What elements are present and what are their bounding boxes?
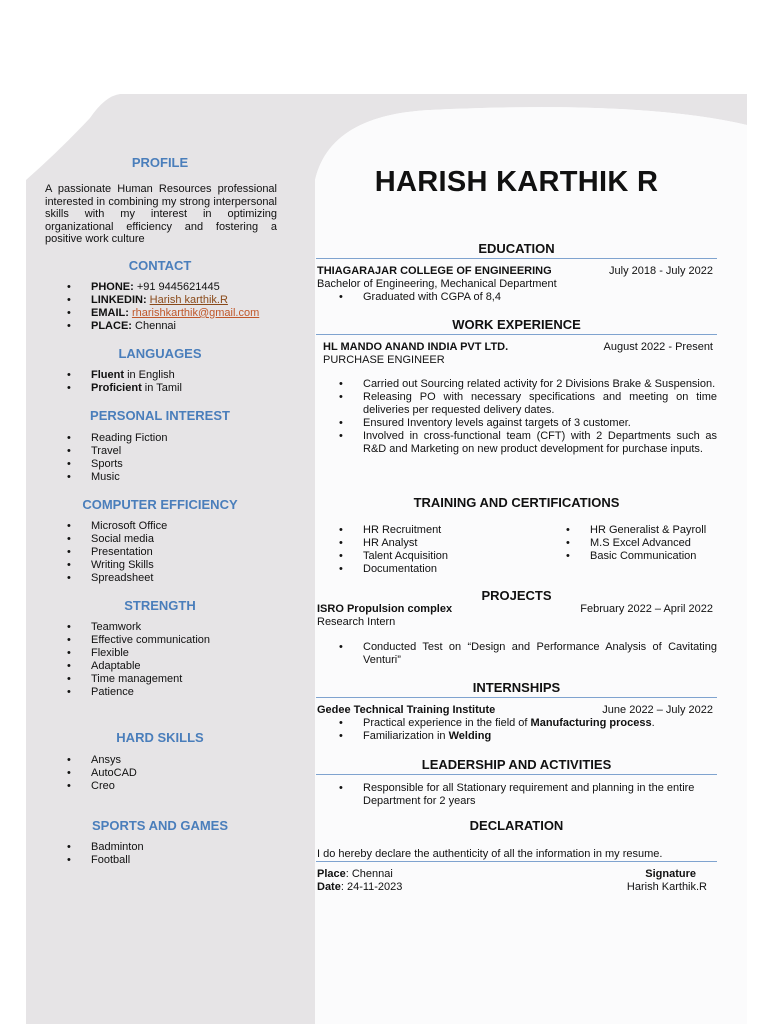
declaration-text: I do hereby declare the authenticity of all the information in my resume. [317, 848, 663, 860]
work-dates: August 2022 - Present [603, 341, 713, 353]
strength-item: • Patience [67, 686, 287, 699]
computer-item: • Spreadsheet [67, 572, 287, 585]
signature-name: Harish Karthik.R [626, 881, 707, 893]
training-item: • Basic Communication [566, 550, 726, 563]
contact-heading: CONTACT [128, 258, 192, 273]
leadership-heading: LEADERSHIP AND ACTIVITIES [421, 757, 612, 772]
degree: Bachelor of Engineering, Mechanical Department [317, 278, 557, 290]
strength-list [67, 621, 287, 698]
interest-heading: PERSONAL INTEREST [90, 408, 230, 423]
declaration-heading: DECLARATION [469, 818, 564, 833]
job-role: PURCHASE ENGINEER [323, 354, 445, 366]
training-item: • HR Generalist & Payroll [566, 524, 726, 537]
internship-bullets [317, 717, 717, 743]
training-list-right [566, 524, 726, 563]
languages-heading: LANGUAGES [118, 346, 202, 361]
training-item: • M.S Excel Advanced [566, 537, 726, 550]
contact-email: • EMAIL: rharishkarthik@gmail.com [67, 307, 287, 320]
contact-linkedin: • LINKEDIN: Harish karthik.R [67, 294, 287, 307]
interest-item: • Travel [67, 445, 287, 458]
sport-item: • Badminton [67, 841, 287, 854]
linkedin-link[interactable]: Harish karthik.R [149, 293, 228, 306]
computer-heading: COMPUTER EFFICIENCY [82, 497, 238, 512]
strength-item: • Effective communication [67, 634, 287, 647]
project-dates: February 2022 – April 2022 [580, 603, 713, 615]
interest-item: • Sports [67, 458, 287, 471]
work-bullet: • Carried out Sourcing related activity for 2 Divisions Brake & Suspension. [317, 378, 717, 391]
work-bullets [317, 378, 717, 455]
strength-item: • Time management [67, 673, 287, 686]
leadership-bullet: • Responsible for all Stationary requirement and planning in the entire Department for 2 years [317, 782, 717, 808]
hard-skill-item: • Creo [67, 780, 287, 793]
project-bullet: • Conducted Test on “Design and Performance Analysis of Cavitating Venturi” [317, 641, 717, 667]
internships-rule [316, 697, 717, 698]
hard-skills-list [67, 754, 287, 793]
internship-name: Gedee Technical Training Institute [317, 704, 496, 716]
education-rule [316, 258, 717, 259]
contact-list [67, 281, 287, 333]
school-name: THIAGARAJAR COLLEGE OF ENGINEERING [317, 265, 552, 277]
training-list-left [317, 524, 537, 576]
declaration-date-row: Date: 24-11-2023 Harish Karthik.R [317, 881, 707, 893]
internship-bullet: • Practical experience in the field of Manufacturing process. [317, 717, 717, 730]
sport-item: • Football [67, 854, 287, 867]
project-name: ISRO Propulsion complex [317, 603, 453, 615]
strength-item: • Flexible [67, 647, 287, 660]
project-row [317, 603, 713, 615]
training-heading: TRAINING AND CERTIFICATIONS [413, 495, 620, 510]
declaration-rule [316, 861, 717, 862]
internship-dates: June 2022 – July 2022 [602, 704, 713, 716]
projects-heading: PROJECTS [481, 588, 552, 603]
strength-heading: STRENGTH [124, 598, 196, 613]
education-row [317, 265, 713, 277]
interest-item: • Reading Fiction [67, 432, 287, 445]
education-bullet: • Graduated with CGPA of 8,4 [317, 291, 717, 304]
computer-item: • Writing Skills [67, 559, 287, 572]
leadership-rule [316, 774, 717, 775]
email-link[interactable]: rharishkarthik@gmail.com [131, 306, 260, 319]
hard-skill-item: • Ansys [67, 754, 287, 767]
internship-bullet: • Familiarization in Welding [317, 730, 717, 743]
contact-place: • PLACE: Chennai [67, 320, 287, 333]
leadership-bullets [317, 782, 717, 808]
profile-heading: PROFILE [131, 155, 189, 170]
hard-skill-item: • AutoCAD [67, 767, 287, 780]
strength-item: • Adaptable [67, 660, 287, 673]
hard-skills-heading: HARD SKILLS [116, 730, 204, 745]
interest-item: • Music [67, 471, 287, 484]
work-bullet: • Ensured Inventory levels against targets of 3 customer. [317, 417, 717, 430]
work-bullet: • Involved in cross-functional team (CFT) with 2 Departments such as R&D and Marketing on new product development for purchase inputs. [317, 430, 717, 456]
contact-phone: • PHONE: +91 9445621445 [67, 281, 287, 294]
declaration-place-row: Place: Chennai Signature [317, 868, 696, 880]
training-item: • Documentation [317, 563, 537, 576]
interest-list [67, 432, 287, 484]
education-heading: EDUCATION [478, 241, 555, 256]
training-item: • HR Analyst [317, 537, 537, 550]
resume-name: HARISH KARTHIK R [374, 166, 659, 198]
profile-text: A passionate Human Resources professional interested in combining my strong interpersonal skills with my interest in optimizing organizational efficiency and fostering a positive work culture [45, 183, 277, 245]
project-role: Research Intern [317, 616, 396, 628]
signature-label: Signature [645, 868, 696, 880]
languages-list [67, 369, 287, 395]
company-name: HL MANDO ANAND INDIA PVT LTD. [323, 341, 509, 353]
work-rule [316, 334, 717, 335]
language-item: • Fluent in English [67, 369, 287, 382]
work-row [323, 341, 713, 353]
strength-item: • Teamwork [67, 621, 287, 634]
internships-heading: INTERNSHIPS [472, 680, 561, 695]
sports-list [67, 841, 287, 867]
computer-item: • Social media [67, 533, 287, 546]
work-bullet: • Releasing PO with necessary specifications and meeting on time deliveries per requested delivery dates. [317, 391, 717, 417]
work-heading: WORK EXPERIENCE [452, 317, 581, 332]
project-bullets [317, 641, 717, 667]
computer-item: • Presentation [67, 546, 287, 559]
sports-heading: SPORTS AND GAMES [91, 818, 229, 833]
computer-item: • Microsoft Office [67, 520, 287, 533]
language-item: • Proficient in Tamil [67, 382, 287, 395]
training-item: • Talent Acquisition [317, 550, 537, 563]
training-item: • HR Recruitment [317, 524, 537, 537]
internship-row [317, 704, 713, 716]
computer-list [67, 520, 287, 585]
education-dates: July 2018 - July 2022 [609, 265, 713, 277]
education-bullets [317, 291, 717, 304]
